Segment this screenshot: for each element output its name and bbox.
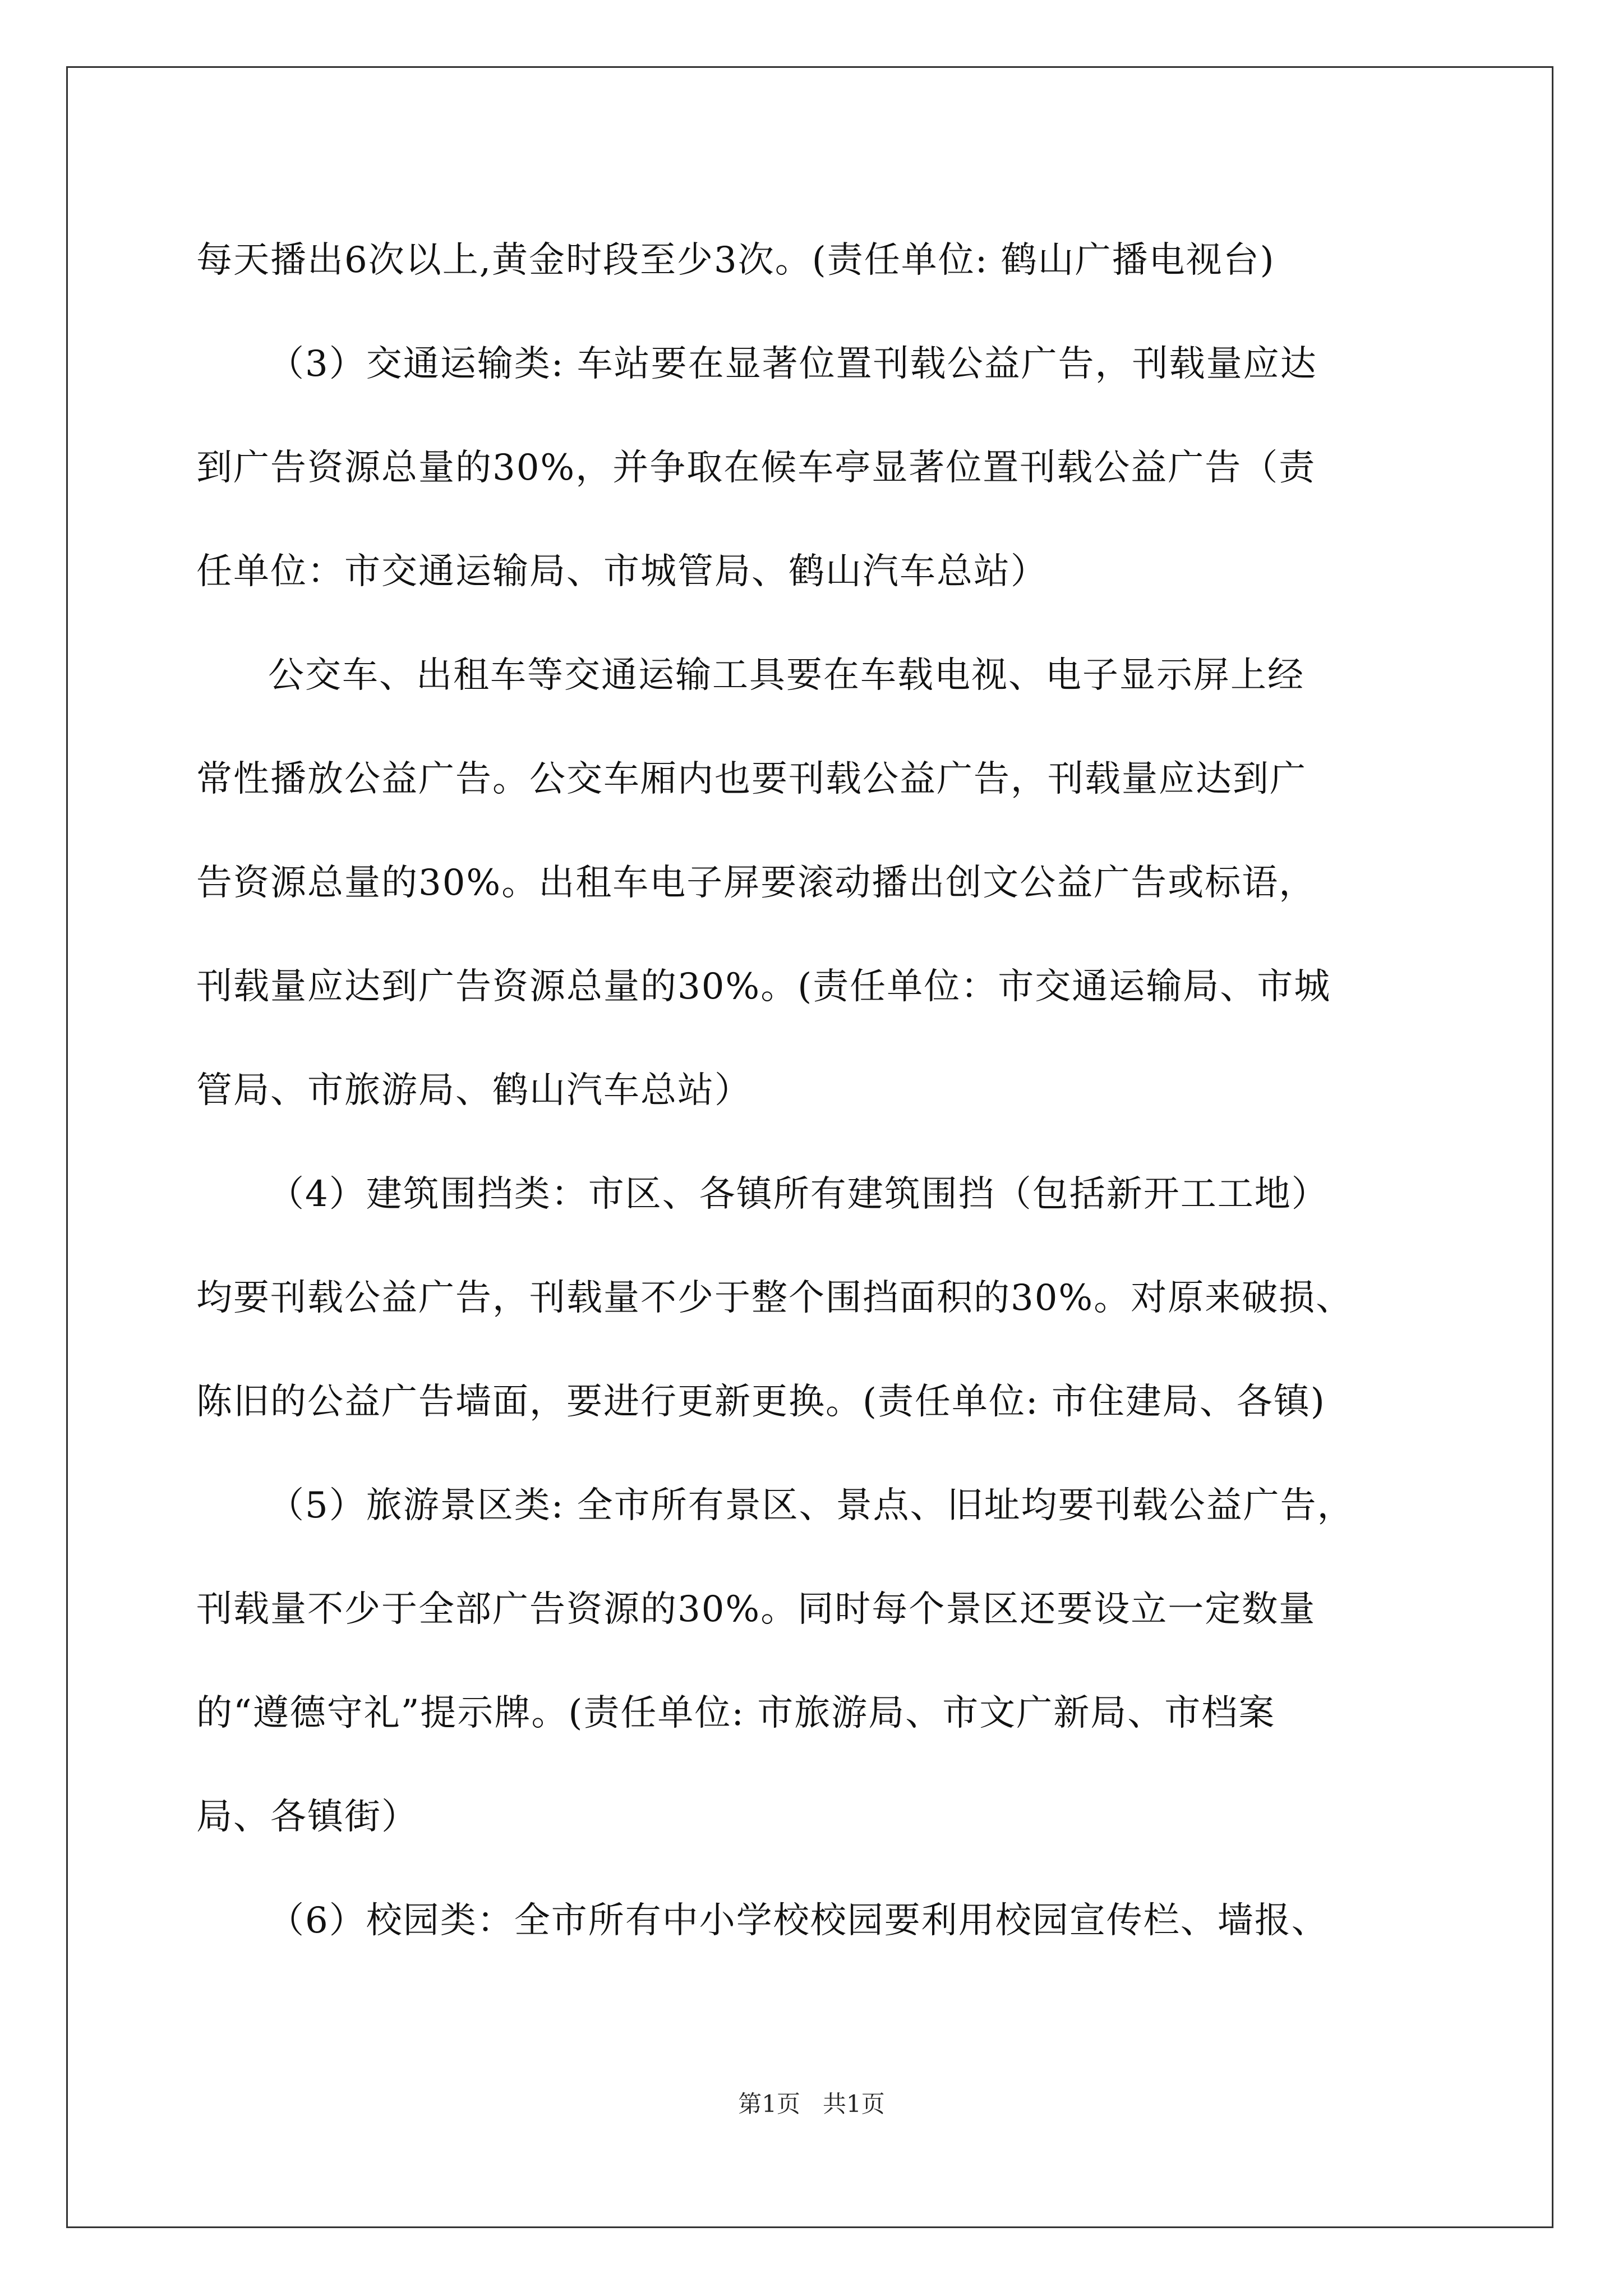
text-line: 局、各镇街） (196, 1796, 418, 1838)
text-line: 刊载量应达到广告资源总量的30%。(责任单位：市交通运输局、市城 (196, 966, 1331, 1007)
text-line: 的“遵德守礼”提示牌。(责任单位: 市旅游局、市文广新局、市档案 (196, 1692, 1276, 1734)
text-line: （3）交通运输类: 车站要在显著位置刊载公益广告，刊载量应达 (268, 343, 1317, 385)
text-line: 每天播出6次以上,黄金时段至少3次。(责任单位: 鹤山广播电视台) (196, 240, 1275, 281)
text-line: 常性播放公益广告。公交车厢内也要刊载公益广告，刊载量应达到广 (196, 758, 1307, 800)
text-line: 告资源总量的30%。出租车电子屏要滚动播出创文公益广告或标语， (196, 862, 1316, 904)
text-line: 陈旧的公益广告墙面，要进行更新更换。(责任单位: 市住建局、各镇) (196, 1381, 1326, 1423)
text-line: （5）旅游景区类: 全市所有景区、景点、旧址均要刊载公益广告， (268, 1485, 1354, 1526)
text-line: 均要刊载公益广告，刊载量不少于整个围挡面积的30%。对原来破损、 (196, 1277, 1353, 1319)
text-line: 到广告资源总量的30%，并争取在候车亭显著位置刊载公益广告（责 (196, 447, 1316, 489)
text-line: 管局、市旅游局、鹤山汽车总站） (196, 1070, 751, 1111)
document-body (196, 209, 1430, 1973)
page-footer: 第1页 共1页 (738, 2090, 885, 2118)
text-line: 公交车、出租车等交通运输工具要在车载电视、电子显示屏上经 (268, 655, 1304, 696)
text-line: （6）校园类：全市所有中小学校校园要利用校园宣传栏、墙报、 (268, 1900, 1329, 1941)
text-line: 任单位：市交通运输局、市城管局、鹤山汽车总站） (196, 551, 1048, 592)
text-line: 刊载量不少于全部广告资源的30%。同时每个景区还要设立一定数量 (196, 1589, 1316, 1630)
text-line: （4）建筑围挡类：市区、各镇所有建筑围挡（包括新开工工地） (268, 1174, 1329, 1215)
